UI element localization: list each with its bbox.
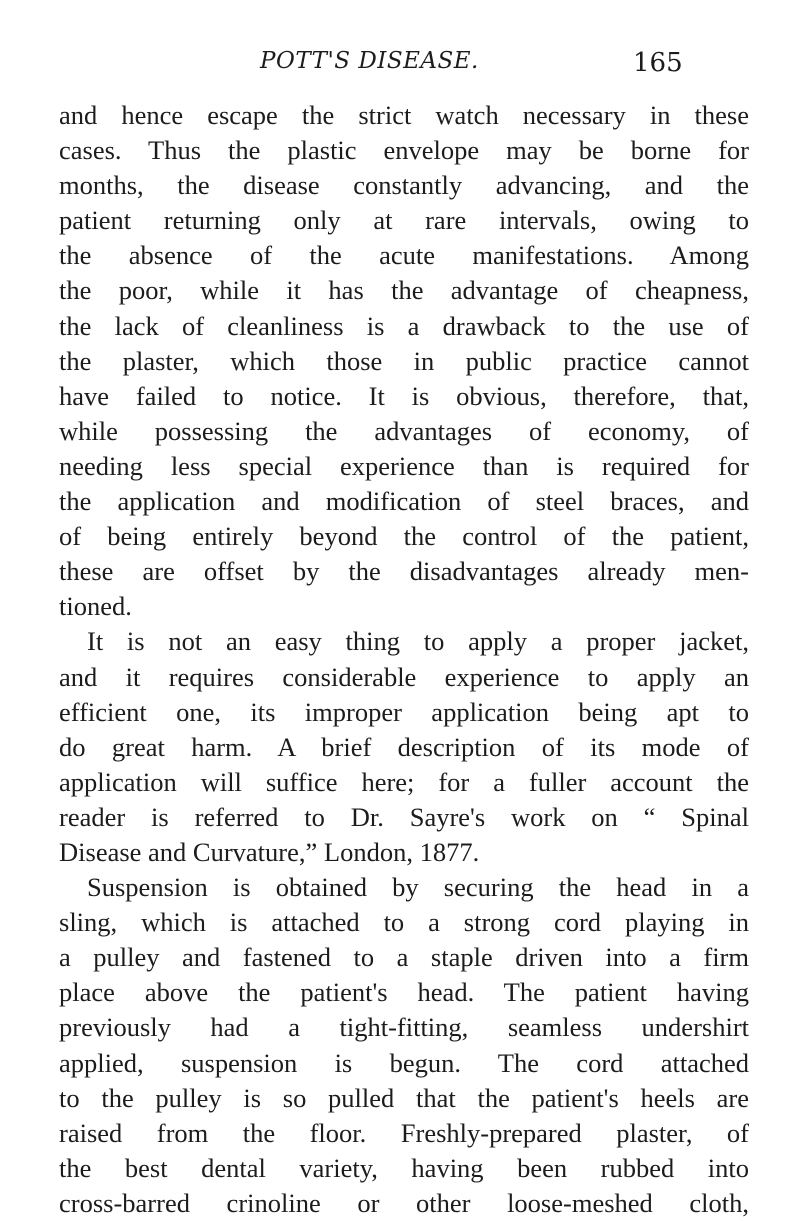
text-line: cross-barred crinoline or other loose-meshed cloth, bbox=[59, 1187, 749, 1218]
text-line: efficient one, its improper application being apt to bbox=[59, 696, 749, 727]
text-line: the absence of the acute manifestations. Among bbox=[59, 240, 749, 271]
page-header bbox=[0, 48, 801, 88]
text-line: tioned. bbox=[59, 591, 132, 622]
text-line: the plaster, which those in public practice cannot bbox=[59, 345, 749, 376]
text-line: the best dental variety, having been rubbed into bbox=[59, 1152, 749, 1183]
text-line: the poor, while it has the advantage of cheapness, bbox=[59, 275, 749, 306]
text-line: applied, suspension is begun. The cord attached bbox=[59, 1047, 749, 1078]
body-text bbox=[59, 98, 749, 1221]
text-line: Disease and Curvature,” London, 1877. bbox=[59, 836, 480, 867]
text-line: a pulley and fastened to a staple driven into a firm bbox=[59, 942, 749, 973]
text-line: do great harm. A brief description of its mode of bbox=[59, 731, 749, 762]
text-line: have failed to notice. It is obvious, therefore, that, bbox=[59, 380, 749, 411]
text-line: cases. Thus the plastic envelope may be borne for bbox=[59, 135, 749, 166]
text-line: place above the patient's head. The patient having bbox=[59, 977, 749, 1008]
text-line: months, the disease constantly advancing, and the bbox=[59, 170, 749, 201]
text-line: It is not an easy thing to apply a proper jacket, bbox=[87, 626, 749, 657]
text-line: sling, which is attached to a strong cord playing in bbox=[59, 907, 749, 938]
text-line: and it requires considerable experience to apply an bbox=[59, 661, 749, 692]
text-line: previously had a tight-fitting, seamless undershirt bbox=[59, 1012, 749, 1043]
text-line: reader is referred to Dr. Sayre's work on “ Spinal bbox=[59, 801, 749, 832]
text-line: Suspension is obtained by securing the head in a bbox=[87, 872, 749, 903]
text-line: application will suffice here; for a fuller account the bbox=[59, 766, 749, 797]
text-line: patient returning only at rare intervals, owing to bbox=[59, 205, 749, 236]
text-line: the application and modification of steel braces, and bbox=[59, 486, 749, 517]
text-line: the lack of cleanliness is a drawback to the use of bbox=[59, 310, 749, 341]
text-line: raised from the floor. Freshly-prepared plaster, of bbox=[59, 1117, 749, 1148]
text-line: these are offset by the disadvantages already men- bbox=[59, 556, 749, 587]
running-title: POTT'S DISEASE. bbox=[260, 48, 479, 74]
page-number: 165 bbox=[633, 48, 683, 78]
text-line: to the pulley is so pulled that the patient's heels are bbox=[59, 1082, 749, 1113]
text-line: and hence escape the strict watch necessary in these bbox=[59, 100, 749, 130]
text-line: while possessing the advantages of economy, of bbox=[59, 415, 749, 446]
text-line: of being entirely beyond the control of the patient, bbox=[59, 521, 749, 552]
text-line: needing less special experience than is required for bbox=[59, 450, 749, 481]
